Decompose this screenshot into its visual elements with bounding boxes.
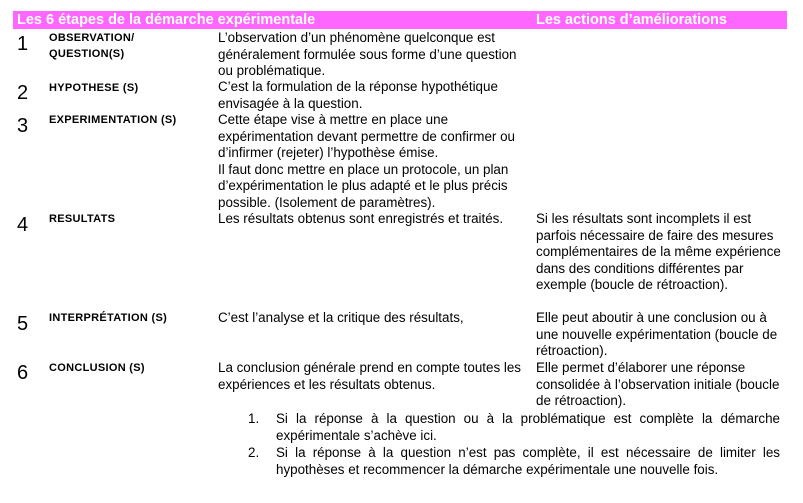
step-name: RESULTATS — [49, 213, 116, 225]
conclusion-notes — [248, 411, 780, 479]
note-item — [248, 445, 780, 478]
step-description-text: Il faut donc mettre en place un protocole, un plan d’expérimentation le plus adapté et le plus précis possible. (Isolement de paramètres). — [218, 161, 509, 210]
step-description-text: C’est la formulation de la réponse hypothétique envisagée à la question. — [218, 79, 498, 111]
step-name: OBSERVATION/ QUESTION(S) — [49, 32, 135, 60]
step-description-text: La conclusion générale prend en compte toutes les expériences et les résultats obtenus. — [218, 360, 521, 392]
step-number: 4 — [17, 214, 29, 236]
step-name: INTERPRÉTATION (S) — [49, 312, 168, 324]
step-description-text: C’est l’analyse et la critique des résultats, — [218, 310, 464, 325]
step-description — [218, 360, 523, 393]
step-description — [218, 30, 523, 80]
header-steps-title: Les 6 étapes de la démarche expérimentale — [17, 12, 316, 28]
step-description — [218, 79, 523, 112]
improvement-action: Si les résultats sont incomplets il est parfois nécessaire de faire des mesures complémentaires de la même expérience dans des conditions différentes par exemple (boucle de rétroaction). — [536, 211, 781, 293]
step-description — [218, 112, 523, 212]
step-name: HYPOTHESE (S) — [49, 82, 139, 94]
note-item — [248, 411, 780, 444]
note-text: Si la réponse à la question n’est pas complète, il est nécessaire de limiter les hypothèses et recommencer la démarche expérimentale une nouvelle fois. — [276, 445, 780, 477]
table-header — [13, 11, 787, 29]
step-name: CONCLUSION (S) — [49, 362, 145, 374]
note-marker: 1. — [248, 411, 260, 426]
header-actions-title: Les actions d’améliorations — [536, 12, 727, 28]
step-description — [218, 310, 523, 327]
step-number: 5 — [17, 313, 29, 335]
step-name: EXPERIMENTATION (S) — [49, 114, 177, 126]
improvement-action: Elle permet d’élaborer une réponse consolidée à l’observation initiale (boucle de rétroaction). — [536, 360, 780, 409]
step-number: 2 — [17, 82, 29, 104]
step-number: 3 — [17, 115, 29, 137]
step-number: 6 — [17, 362, 29, 384]
note-text: Si la réponse à la question ou à la problématique est complète la démarche expérimentale s’achève ici. — [276, 411, 780, 443]
step-description-text: L’observation d’un phénomène quelconque est généralement formulée sous forme d’une question ou problématique. — [218, 30, 517, 79]
note-marker: 2. — [248, 445, 260, 461]
step-number: 1 — [17, 33, 29, 55]
step-description-text: Cette étape vise à mettre en place une expérimentation devant permettre de confirmer ou d’infirmer (rejeter) l’hypothèse émise. — [218, 112, 515, 161]
step-description-text: Les résultats obtenus sont enregistrés et traités. — [218, 211, 504, 226]
step-description — [218, 211, 523, 228]
improvement-action: Elle peut aboutir à une conclusion ou à une nouvelle expérimentation (boucle de rétroaction). — [536, 310, 778, 359]
